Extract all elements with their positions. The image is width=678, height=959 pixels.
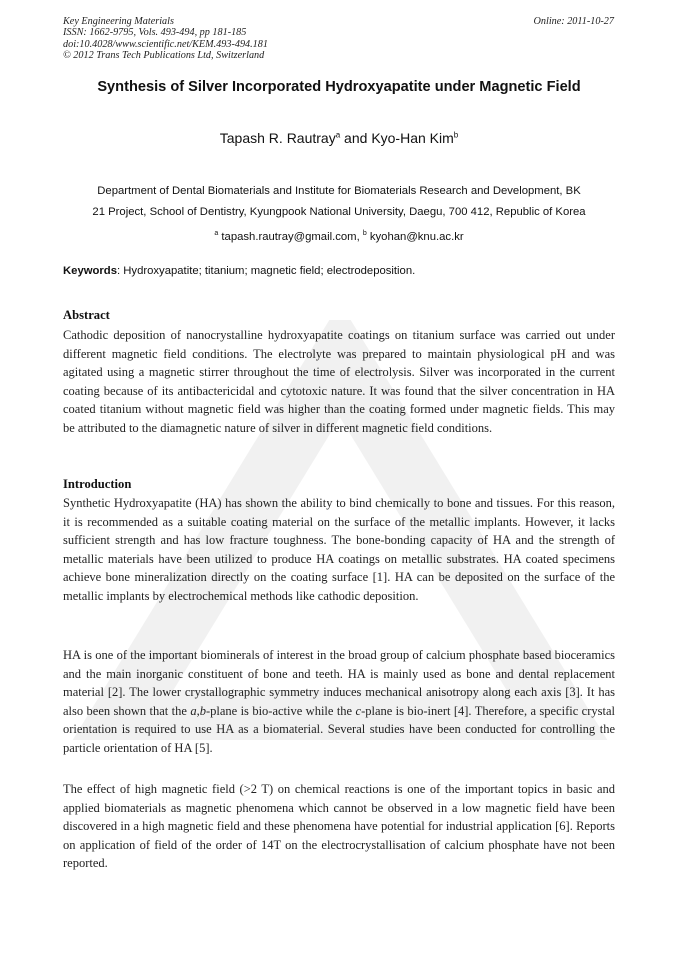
author-line [0, 130, 678, 146]
email-b-mark: b [362, 230, 367, 237]
keywords-line [63, 265, 415, 277]
intro-paragraph-3: The effect of high magnetic field (>2 T) on chemical reactions is one of the important topics in basic and applied biomaterials as magnetic phenomena which cannot be observed in a low magnetic field have been discovered in a high magnetic field and these phenomena have potential for industrial application [6]. Reports on application of field of the order of 14T on the electrocrystallisation of calcium phosphate have not been reported. [63, 782, 615, 871]
doi-line: doi:10.4028/www.scientific.net/KEM.493-494.181 [63, 38, 268, 50]
author-1: Tapash R. Rautray [219, 130, 336, 146]
keywords-label: Keywords [63, 265, 117, 277]
email-line [63, 223, 615, 248]
affiliation-line-2: 21 Project, School of Dentistry, Kyungpook National University, Daegu, 700 412, Republic of Korea [92, 206, 586, 218]
issn-line: ISSN: 1662-9795, Vols. 493-494, pp 181-185 [63, 27, 247, 39]
author-2: Kyo-Han Kim [371, 130, 454, 146]
intro-p2-text-a: HA is one of the important biominerals of interest in the broad group of calcium phosphate based bioceramics and the main inorganic constituent of bone and teeth. HA is mainly used as bone and dental replacement material [2]. The lower crystallographic symmetry induces mechanical anisotropy along each axis [3]. It has also been shown that the [63, 648, 615, 718]
keywords-text: : Hydroxyapatite; titanium; magnetic field; electrodeposition. [117, 265, 416, 277]
intro-p2-comma: , [196, 703, 200, 718]
author-conjunction: and [340, 130, 372, 146]
intro-p2-text-c: -plane is bio-inert [4]. Therefore, a specific crystal orientation is required to use HA as a biomaterial. Several studies have been conducted for controlling the particle orientation of HA [5]. [63, 703, 615, 755]
email-a-mark: a [214, 230, 219, 237]
email-a: tapash.rautray@gmail.com, [218, 230, 363, 243]
abstract-text: Cathodic deposition of nanocrystalline hydroxyapatite coatings on titanium surface was carried out under different magnetic field conditions. The electrolyte was prepared to maintain physiological pH and was agitated using a magnetic stirrer throughout the time of electrolysis. Silver was incorporated in the current coating because of its antibactericidal and cytotoxic nature. It was found that the silver concentration in HA coated titanium without magnetic field was higher than the coating formed under magnetic fields. This may be attributed to the diamagnetic nature of silver in different magnetic field conditions. [63, 328, 615, 435]
author-1-affil-mark: a [335, 130, 341, 140]
affiliation-line-1: Department of Dental Biomaterials and Institute for Biomaterials Research and Development, BK [97, 185, 581, 197]
journal-name: Key Engineering Materials [63, 16, 174, 27]
intro-p2-text-b: -plane is bio-active while the [205, 703, 356, 718]
email-b: kyohan@knu.ac.kr [366, 230, 464, 243]
paper-title: Synthesis of Silver Incorporated Hydroxyapatite under Magnetic Field [97, 79, 581, 95]
journal-header [63, 16, 268, 61]
intro-p2-axis-c: c [355, 703, 362, 718]
copyright-line: © 2012 Trans Tech Publications Ltd, Switzerland [63, 49, 265, 61]
affiliation-block [63, 181, 615, 248]
intro-paragraph-1: Synthetic Hydroxyapatite (HA) has shown the ability to bind chemically to bone and tissues. For this reason, it is recommended as a suitable coating material on the surface of the metallic implants. However, it lacks sufficient strength and has low fracture toughness. The bone-bonding capacity of HA and the strength of metallic materials have been utilized to produce HA coatings on metallic substrates. HA coated specimens achieve bone mineralization directly on the coating surface [1]. HA can be deposited on the surface of the metallic implants by electrochemical methods like cathodic deposition. [63, 496, 615, 603]
abstract-heading: Abstract [63, 308, 110, 322]
intro-p2-axis-a: a [190, 703, 197, 718]
intro-paragraph-2 [63, 646, 615, 758]
introduction-heading: Introduction [63, 477, 132, 491]
intro-p2-axis-b: b [199, 703, 206, 718]
author-2-affil-mark: b [453, 130, 459, 140]
online-date: Online: 2011-10-27 [533, 16, 614, 27]
